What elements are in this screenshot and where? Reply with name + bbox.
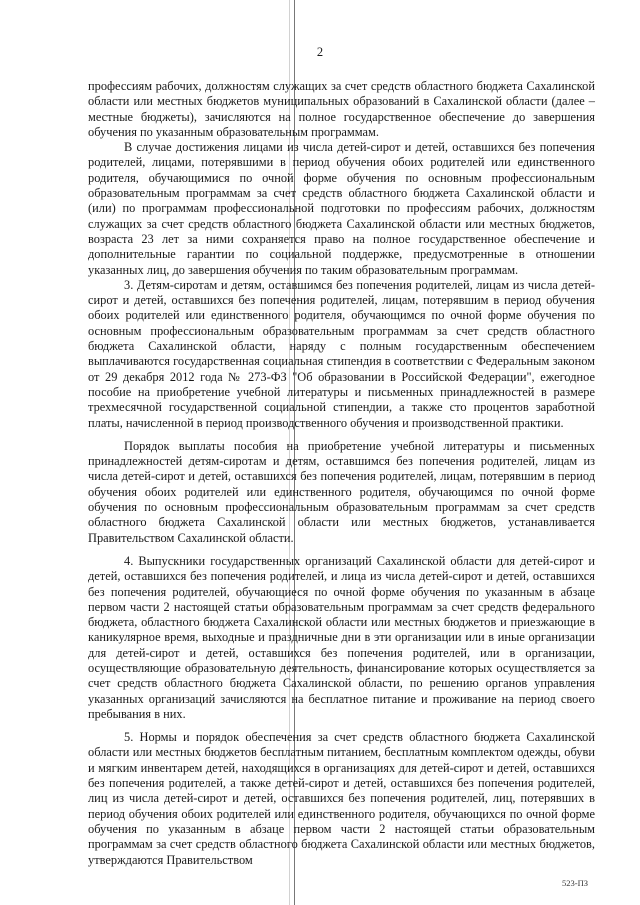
paragraph-item-4: 4. Выпускники государственных организаций Сахалинской области для детей-сирот и детей, оставшихся без попечения родителей, и лица из числа детей-сирот и детей, оставшихся без попечения родителей, обучающиеся по очной форме обучения по указанным в абзаце первом части 2 настоящей статьи образовательным программам за счет средств федерального бюджета, областного бюджета Сахалинской области или местных бюджетов и приезжающие в каникулярное время, выходные и праздничные дни в эти организации или в иные организации для детей-сирот и детей, оставшихся без попечения родителей, или в организации, осуществляющие образовательную деятельность, финансирование которых осуществляется за счет средств областного бюджета Сахалинской области, по решению органов управления указанных организаций зачисляются на бесплатное питание и проживание на период своего пребывания в них. — [88, 553, 595, 721]
document-code: 523-ПЗ — [562, 878, 588, 888]
paragraph-allowance-procedure: Порядок выплаты пособия на приобретение учебной литературы и письменных принадлежностей детям-сиротам и детям, оставшимся без попечения родителей, лицам из числа детей-сирот и детей, оставшихся без попечения родителей, лицам, потерявшим в период обучения обоих родителей или единственного родителя, обучающимся по очной форме обучения по основным профессиональным образовательным программам за счет средств областного бюджета Сахалинской области или местных бюджетов, устанавливается Правительством Сахалинской области. — [88, 438, 595, 545]
document-body — [88, 79, 595, 868]
paragraph-continuation: профессиям рабочих, должностям служащих за счет средств областного бюджета Сахалинской области или местных бюджетов муниципальных образований в Сахалинской области (далее – местные бюджеты), зачисляются на полное государственное обеспечение до завершения обучения по указанным образовательным программам. — [88, 79, 595, 139]
paragraph-item-5: 5. Нормы и порядок обеспечения за счет средств областного бюджета Сахалинской области или местных бюджетов бесплатным питанием, бесплатным комплектом одежды, обуви и мягким инвентарем детей, находящихся в организациях для детей-сирот и детей, оставшихся без попечения родителей, а также детей-сирот и детей, оставшихся без попечения родителей, лиц из числа детей-сирот и детей, оставшихся без попечения родителей, лиц, потерявших в период обучения обоих родителей или единственного родителя, обучающихся по очной форме обучения по указанным в абзаце первом части 2 настоящей статьи образовательным программам за счет средств областного бюджета Сахалинской области или местных бюджетов, утверждаются Правительством — [88, 730, 595, 867]
page-number: 2 — [316, 45, 324, 59]
paragraph-age-23: В случае достижения лицами из числа детей-сирот и детей, оставшихся без попечения родителей, лицами, потерявшими в период обучения обоих родителей или единственного родителя, обучающимися по очной форме обучения по основным профессиональным образовательным программам за счет средств областного бюджета Сахалинской области и (или) по программам профессиональной подготовки по профессиям рабочих, должностям служащих за счет средств областного бюджета Сахалинской области или местных бюджетов, возраста 23 лет за ними сохраняется право на полное государственное обеспечение и дополнительные гарантии по социальной поддержке, предусмотренные в отношении указанных лиц, до завершения обучения по таким образовательным программам. — [88, 140, 595, 277]
paragraph-item-3: 3. Детям-сиротам и детям, оставшимся без попечения родителей, лицам из числа детей-сирот и детей, оставшихся без попечения родителей, лицам, потерявшим в период обучения обоих родителей или единственного родителя, обучающимся по очной форме обучения по основным профессиональным образовательным программам за счет средств областного бюджета Сахалинской области, наряду с полным государственным обеспечением выплачиваются государственная социальная стипендия в соответствии с Федеральным законом от 29 декабря 2012 года № 273-ФЗ "Об образовании в Российской Федерации", ежегодное пособие на приобретение учебной литературы и письменных принадлежностей в размере трехмесячной государственной социальной стипендии, а также сто процентов заработной платы, начисленной в период производственного обучения и производственной практики. — [88, 277, 595, 430]
